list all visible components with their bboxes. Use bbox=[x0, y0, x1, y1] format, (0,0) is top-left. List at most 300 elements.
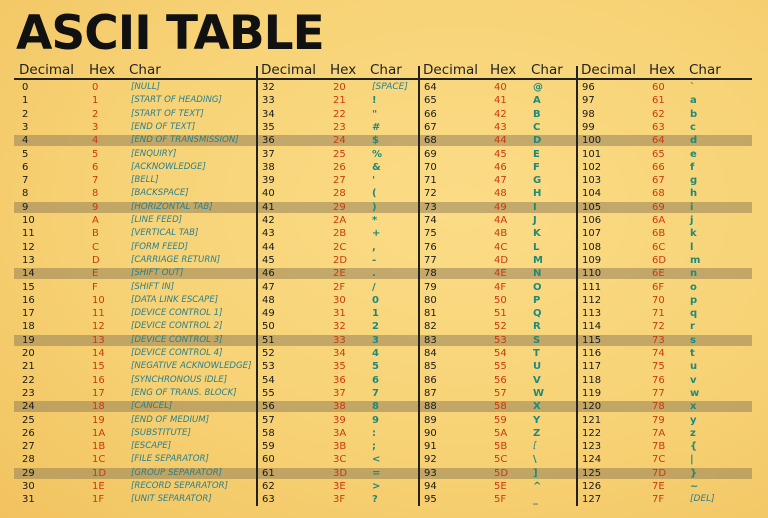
hex-cell: 34 bbox=[333, 348, 346, 359]
char-cell: ? bbox=[372, 494, 378, 506]
char-cell: [FORM FEED] bbox=[131, 241, 188, 252]
char-cell: g bbox=[690, 175, 698, 187]
decimal-cell: 123 bbox=[582, 441, 602, 453]
hex-cell: 7 bbox=[92, 175, 99, 187]
decimal-cell: 39 bbox=[262, 175, 275, 187]
char-cell: [VERTICAL TAB] bbox=[131, 228, 199, 239]
char-cell: = bbox=[372, 467, 381, 479]
decimal-cell: 35 bbox=[262, 121, 275, 133]
decimal-cell: 14 bbox=[22, 268, 35, 280]
char-cell: [END OF TRANSMISSION] bbox=[131, 135, 239, 146]
decimal-cell: 69 bbox=[424, 148, 437, 160]
char-cell: } bbox=[690, 467, 698, 479]
hex-cell: 51 bbox=[494, 308, 507, 320]
char-cell: 7 bbox=[372, 387, 379, 399]
char-cell: [HORIZONTAL TAB] bbox=[131, 201, 213, 212]
hex-cell: 39 bbox=[333, 414, 346, 426]
char-cell: ` bbox=[690, 82, 695, 93]
char-cell: U bbox=[533, 361, 542, 373]
char-cell: C bbox=[533, 121, 541, 133]
hex-cell: 62 bbox=[652, 108, 665, 120]
column-header-char: Char bbox=[531, 62, 563, 78]
hex-cell: 4A bbox=[494, 215, 508, 226]
hex-cell: 6B bbox=[652, 228, 666, 240]
hex-cell: 65 bbox=[652, 148, 665, 160]
char-cell: [END OF TEXT] bbox=[131, 121, 196, 132]
char-cell: ; bbox=[372, 441, 376, 453]
decimal-cell: 17 bbox=[22, 308, 35, 320]
hex-cell: 56 bbox=[494, 374, 507, 386]
char-cell: 2 bbox=[372, 321, 379, 333]
decimal-cell: 0 bbox=[22, 82, 29, 93]
char-cell: v bbox=[690, 374, 697, 386]
hex-cell: D bbox=[92, 254, 100, 266]
decimal-cell: 9 bbox=[22, 201, 29, 213]
decimal-cell: 57 bbox=[262, 414, 275, 426]
hex-cell: 2E bbox=[333, 268, 346, 280]
decimal-cell: 110 bbox=[582, 268, 602, 280]
decimal-cell: 7 bbox=[22, 175, 29, 187]
char-cell: A bbox=[533, 95, 541, 107]
decimal-cell: 90 bbox=[424, 427, 437, 439]
decimal-cell: 106 bbox=[582, 215, 602, 226]
char-cell: [END OF MEDIUM] bbox=[131, 414, 210, 425]
char-cell: V bbox=[533, 374, 541, 386]
decimal-cell: 78 bbox=[424, 268, 437, 280]
hex-cell: 32 bbox=[333, 321, 346, 333]
hex-cell: A bbox=[92, 215, 99, 226]
decimal-cell: 28 bbox=[22, 454, 35, 466]
column-header-hex: Hex bbox=[649, 62, 676, 78]
decimal-cell: 27 bbox=[22, 441, 35, 453]
char-cell: [DEL] bbox=[690, 494, 715, 505]
hex-cell: 21 bbox=[333, 95, 346, 107]
char-cell: b bbox=[690, 108, 698, 120]
decimal-cell: 61 bbox=[262, 467, 275, 479]
char-cell: h bbox=[690, 188, 698, 200]
decimal-cell: 29 bbox=[22, 467, 35, 479]
char-cell: [FILE SEPARATOR] bbox=[131, 454, 209, 465]
hex-cell: 6D bbox=[652, 254, 667, 266]
char-cell: _ bbox=[533, 494, 538, 506]
char-cell: [ENG OF TRANS. BLOCK] bbox=[131, 387, 237, 398]
hex-cell: 37 bbox=[333, 387, 346, 399]
decimal-cell: 62 bbox=[262, 481, 275, 492]
decimal-cell: 45 bbox=[262, 254, 275, 266]
hex-cell: 6F bbox=[652, 281, 665, 293]
decimal-cell: 85 bbox=[424, 361, 437, 373]
char-cell: p bbox=[690, 294, 698, 306]
column-divider bbox=[256, 66, 258, 506]
char-cell: . bbox=[372, 268, 376, 280]
char-cell: | bbox=[690, 454, 694, 466]
char-cell: Z bbox=[533, 427, 541, 439]
char-cell: [NEGATIVE ACKNOWLEDGE] bbox=[131, 361, 252, 372]
char-cell: { bbox=[690, 441, 698, 453]
char-cell: [DEVICE CONTROL 3] bbox=[131, 334, 223, 345]
decimal-cell: 12 bbox=[22, 241, 35, 253]
char-cell: X bbox=[533, 401, 541, 413]
char-cell: & bbox=[372, 161, 381, 173]
decimal-cell: 40 bbox=[262, 188, 275, 200]
char-cell: [DEVICE CONTROL 2] bbox=[131, 321, 223, 332]
hex-cell: 1B bbox=[92, 441, 106, 453]
hex-cell: 30 bbox=[333, 294, 346, 306]
decimal-cell: 117 bbox=[582, 361, 602, 373]
hex-cell: 69 bbox=[652, 201, 665, 213]
char-cell: [GROUP SEPARATOR] bbox=[131, 467, 223, 478]
char-cell: [SPACE] bbox=[372, 82, 408, 92]
hex-cell: 2B bbox=[333, 228, 347, 240]
decimal-cell: 87 bbox=[424, 387, 437, 399]
char-cell: + bbox=[372, 228, 381, 240]
decimal-cell: 72 bbox=[424, 188, 437, 200]
decimal-cell: 73 bbox=[424, 201, 437, 213]
decimal-cell: 63 bbox=[262, 494, 275, 506]
hex-cell: 74 bbox=[652, 348, 665, 359]
decimal-cell: 121 bbox=[582, 414, 602, 426]
hex-cell: 3F bbox=[333, 494, 346, 506]
char-cell: 9 bbox=[372, 414, 379, 426]
char-cell: 0 bbox=[372, 294, 379, 306]
decimal-cell: 118 bbox=[582, 374, 602, 386]
column-header-decimal: Decimal bbox=[423, 62, 479, 78]
decimal-cell: 92 bbox=[424, 454, 437, 466]
decimal-cell: 43 bbox=[262, 228, 275, 240]
char-cell: k bbox=[690, 228, 697, 240]
hex-cell: 48 bbox=[494, 188, 507, 200]
decimal-cell: 48 bbox=[262, 294, 275, 306]
char-cell: E bbox=[533, 148, 540, 160]
char-cell: G bbox=[533, 175, 542, 187]
char-cell: x bbox=[690, 401, 697, 413]
decimal-cell: 33 bbox=[262, 95, 275, 107]
char-cell: [SYNCHRONOUS IDLE] bbox=[131, 374, 228, 385]
decimal-cell: 24 bbox=[22, 401, 35, 413]
decimal-cell: 34 bbox=[262, 108, 275, 120]
char-cell: D bbox=[533, 135, 542, 147]
decimal-cell: 84 bbox=[424, 348, 437, 359]
char-cell: F bbox=[533, 161, 540, 173]
hex-cell: 10 bbox=[92, 294, 105, 306]
char-cell: $ bbox=[372, 135, 379, 147]
decimal-cell: 6 bbox=[22, 161, 29, 173]
char-cell: y bbox=[690, 414, 697, 426]
hex-cell: 3E bbox=[333, 481, 346, 492]
hex-cell: 46 bbox=[494, 161, 507, 173]
decimal-cell: 107 bbox=[582, 228, 602, 240]
char-cell: % bbox=[372, 148, 383, 160]
decimal-cell: 66 bbox=[424, 108, 437, 120]
char-cell: O bbox=[533, 281, 542, 293]
hex-cell: 42 bbox=[494, 108, 507, 120]
hex-cell: 1D bbox=[92, 467, 107, 479]
decimal-cell: 38 bbox=[262, 161, 275, 173]
decimal-cell: 127 bbox=[582, 494, 602, 506]
hex-cell: 67 bbox=[652, 175, 665, 187]
decimal-cell: 91 bbox=[424, 441, 437, 453]
hex-cell: 4D bbox=[494, 254, 509, 266]
hex-cell: 5E bbox=[494, 481, 507, 492]
decimal-cell: 59 bbox=[262, 441, 275, 453]
hex-cell: 1C bbox=[92, 454, 106, 466]
hex-cell: 58 bbox=[494, 401, 507, 413]
decimal-cell: 99 bbox=[582, 121, 595, 133]
decimal-cell: 51 bbox=[262, 334, 275, 346]
hex-cell: 61 bbox=[652, 95, 665, 107]
hex-cell: 1F bbox=[92, 494, 105, 506]
hex-cell: 1 bbox=[92, 95, 99, 107]
char-cell: [DATA LINK ESCAPE] bbox=[131, 294, 219, 305]
decimal-cell: 81 bbox=[424, 308, 437, 320]
column-header-hex: Hex bbox=[89, 62, 116, 78]
char-cell: t bbox=[690, 348, 695, 359]
decimal-cell: 108 bbox=[582, 241, 602, 253]
hex-cell: 71 bbox=[652, 308, 665, 320]
column-header-char: Char bbox=[689, 62, 721, 78]
hex-cell: 5B bbox=[494, 441, 508, 453]
decimal-cell: 13 bbox=[22, 254, 35, 266]
decimal-cell: 112 bbox=[582, 294, 602, 306]
hex-cell: 36 bbox=[333, 374, 346, 386]
hex-cell: 4 bbox=[92, 135, 99, 147]
decimal-cell: 109 bbox=[582, 254, 602, 266]
hex-cell: 53 bbox=[494, 334, 507, 346]
hex-cell: 5 bbox=[92, 148, 99, 160]
decimal-cell: 26 bbox=[22, 427, 35, 439]
char-cell: [RECORD SEPARATOR] bbox=[131, 481, 228, 491]
char-cell: [ENQUIRY] bbox=[131, 148, 177, 159]
hex-cell: 4C bbox=[494, 241, 508, 253]
char-cell: [ESCAPE] bbox=[131, 441, 172, 452]
decimal-cell: 4 bbox=[22, 135, 29, 147]
hex-cell: 9 bbox=[92, 201, 99, 213]
char-cell: @ bbox=[533, 82, 543, 93]
decimal-cell: 101 bbox=[582, 148, 602, 160]
hex-cell: 79 bbox=[652, 414, 665, 426]
char-cell: [BELL] bbox=[131, 175, 159, 186]
char-cell: , bbox=[372, 241, 376, 253]
char-cell: ] bbox=[533, 467, 538, 479]
hex-cell: 6E bbox=[652, 268, 665, 280]
highlight-stripe bbox=[14, 468, 752, 479]
hex-cell: 3B bbox=[333, 441, 347, 453]
hex-cell: 22 bbox=[333, 108, 346, 120]
decimal-cell: 115 bbox=[582, 334, 602, 346]
hex-cell: E bbox=[92, 268, 99, 280]
char-cell: N bbox=[533, 268, 542, 280]
decimal-cell: 55 bbox=[262, 387, 275, 399]
hex-cell: 26 bbox=[333, 161, 346, 173]
char-cell: ~ bbox=[690, 481, 699, 492]
decimal-cell: 15 bbox=[22, 281, 35, 293]
char-cell: w bbox=[690, 387, 700, 399]
hex-cell: 1E bbox=[92, 481, 105, 492]
decimal-cell: 67 bbox=[424, 121, 437, 133]
decimal-cell: 71 bbox=[424, 175, 437, 187]
hex-cell: 3C bbox=[333, 454, 347, 466]
column-header-hex: Hex bbox=[490, 62, 517, 78]
char-cell: ^ bbox=[533, 481, 542, 492]
hex-cell: 0 bbox=[92, 82, 99, 93]
hex-cell: 25 bbox=[333, 148, 346, 160]
hex-cell: 7A bbox=[652, 427, 666, 439]
char-cell: [CANCEL] bbox=[131, 401, 173, 412]
hex-cell: 73 bbox=[652, 334, 665, 346]
char-cell: # bbox=[372, 121, 381, 133]
decimal-cell: 120 bbox=[582, 401, 602, 413]
decimal-cell: 70 bbox=[424, 161, 437, 173]
decimal-cell: 16 bbox=[22, 294, 35, 306]
hex-cell: 4E bbox=[494, 268, 507, 280]
char-cell: s bbox=[690, 334, 696, 346]
column-divider bbox=[576, 66, 578, 506]
column-header-char: Char bbox=[129, 62, 161, 78]
decimal-cell: 60 bbox=[262, 454, 275, 466]
header-divider bbox=[14, 78, 752, 80]
hex-cell: 27 bbox=[333, 175, 346, 187]
char-cell: [START OF HEADING] bbox=[131, 95, 222, 106]
hex-cell: 57 bbox=[494, 387, 507, 399]
decimal-cell: 97 bbox=[582, 95, 595, 107]
hex-cell: 24 bbox=[333, 135, 346, 147]
hex-cell: 59 bbox=[494, 414, 507, 426]
hex-cell: 7C bbox=[652, 454, 666, 466]
decimal-cell: 30 bbox=[22, 481, 35, 492]
decimal-cell: 8 bbox=[22, 188, 29, 200]
decimal-cell: 2 bbox=[22, 108, 29, 120]
decimal-cell: 25 bbox=[22, 414, 35, 426]
hex-cell: 2C bbox=[333, 241, 347, 253]
char-cell: - bbox=[372, 254, 377, 266]
hex-cell: 78 bbox=[652, 401, 665, 413]
decimal-cell: 100 bbox=[582, 135, 602, 147]
hex-cell: 40 bbox=[494, 82, 507, 93]
decimal-cell: 102 bbox=[582, 161, 602, 173]
hex-cell: 7F bbox=[652, 494, 665, 506]
decimal-cell: 56 bbox=[262, 401, 275, 413]
char-cell: * bbox=[372, 215, 378, 226]
char-cell: a bbox=[690, 95, 697, 107]
decimal-cell: 116 bbox=[582, 348, 602, 359]
hex-cell: B bbox=[92, 228, 99, 240]
hex-cell: 28 bbox=[333, 188, 346, 200]
char-cell: ( bbox=[372, 188, 377, 200]
hex-cell: 35 bbox=[333, 361, 346, 373]
hex-cell: 6C bbox=[652, 241, 666, 253]
char-cell: / bbox=[372, 281, 376, 293]
decimal-cell: 41 bbox=[262, 201, 275, 213]
decimal-cell: 22 bbox=[22, 374, 35, 386]
hex-cell: 31 bbox=[333, 308, 346, 320]
char-cell: ) bbox=[372, 201, 377, 213]
column-divider bbox=[418, 66, 420, 506]
hex-cell: 76 bbox=[652, 374, 665, 386]
hex-cell: 3 bbox=[92, 121, 99, 133]
hex-cell: 3D bbox=[333, 467, 348, 479]
hex-cell: 33 bbox=[333, 334, 346, 346]
highlight-stripe bbox=[14, 202, 752, 213]
hex-cell: F bbox=[92, 281, 98, 293]
char-cell: [DEVICE CONTROL 1] bbox=[131, 308, 223, 319]
hex-cell: 23 bbox=[333, 121, 346, 133]
decimal-cell: 49 bbox=[262, 308, 275, 320]
hex-cell: 2F bbox=[333, 281, 346, 293]
decimal-cell: 20 bbox=[22, 348, 35, 359]
char-cell: ! bbox=[372, 95, 377, 107]
hex-cell: 68 bbox=[652, 188, 665, 200]
hex-cell: 15 bbox=[92, 361, 105, 373]
char-cell: [SHIFT IN] bbox=[131, 281, 175, 292]
decimal-cell: 21 bbox=[22, 361, 35, 373]
char-cell: < bbox=[372, 454, 381, 466]
decimal-cell: 50 bbox=[262, 321, 275, 333]
decimal-cell: 1 bbox=[22, 95, 29, 107]
hex-cell: 2A bbox=[333, 215, 347, 226]
char-cell: > bbox=[372, 481, 381, 492]
decimal-cell: 126 bbox=[582, 481, 602, 492]
decimal-cell: 65 bbox=[424, 95, 437, 107]
char-cell: j bbox=[690, 215, 694, 226]
decimal-cell: 54 bbox=[262, 374, 275, 386]
char-cell: c bbox=[690, 121, 696, 133]
hex-cell: 50 bbox=[494, 294, 507, 306]
hex-cell: 49 bbox=[494, 201, 507, 213]
char-cell: [START OF TEXT] bbox=[131, 108, 204, 119]
char-cell: i bbox=[690, 201, 694, 213]
hex-cell: 45 bbox=[494, 148, 507, 160]
hex-cell: 13 bbox=[92, 334, 105, 346]
char-cell: T bbox=[533, 348, 540, 359]
decimal-cell: 11 bbox=[22, 228, 35, 240]
char-cell: f bbox=[690, 161, 695, 173]
decimal-cell: 58 bbox=[262, 427, 275, 439]
decimal-cell: 98 bbox=[582, 108, 595, 120]
hex-cell: 55 bbox=[494, 361, 507, 373]
highlight-stripe bbox=[14, 268, 752, 279]
hex-cell: 20 bbox=[333, 82, 346, 93]
char-cell: Q bbox=[533, 308, 542, 320]
hex-cell: 41 bbox=[494, 95, 507, 107]
hex-cell: 8 bbox=[92, 188, 99, 200]
char-cell: z bbox=[690, 427, 696, 439]
decimal-cell: 47 bbox=[262, 281, 275, 293]
char-cell: u bbox=[690, 361, 698, 373]
char-cell: P bbox=[533, 294, 541, 306]
decimal-cell: 76 bbox=[424, 241, 437, 253]
decimal-cell: 19 bbox=[22, 334, 35, 346]
decimal-cell: 68 bbox=[424, 135, 437, 147]
decimal-cell: 3 bbox=[22, 121, 29, 133]
char-cell: [ACKNOWLEDGE] bbox=[131, 161, 206, 172]
char-cell: [CARRIAGE RETURN] bbox=[131, 254, 221, 265]
decimal-cell: 32 bbox=[262, 82, 275, 93]
char-cell: 3 bbox=[372, 334, 379, 346]
decimal-cell: 42 bbox=[262, 215, 275, 226]
hex-cell: C bbox=[92, 241, 99, 253]
char-cell: ' bbox=[372, 175, 376, 187]
char-cell: [LINE FEED] bbox=[131, 215, 183, 225]
char-cell: \ bbox=[533, 454, 537, 466]
decimal-cell: 46 bbox=[262, 268, 275, 280]
char-cell: I bbox=[533, 201, 537, 213]
decimal-cell: 5 bbox=[22, 148, 29, 160]
hex-cell: 5C bbox=[494, 454, 508, 466]
char-cell: [SHIFT OUT] bbox=[131, 268, 184, 279]
char-cell: B bbox=[533, 108, 541, 120]
hex-cell: 1A bbox=[92, 427, 106, 439]
hex-cell: 44 bbox=[494, 135, 507, 147]
